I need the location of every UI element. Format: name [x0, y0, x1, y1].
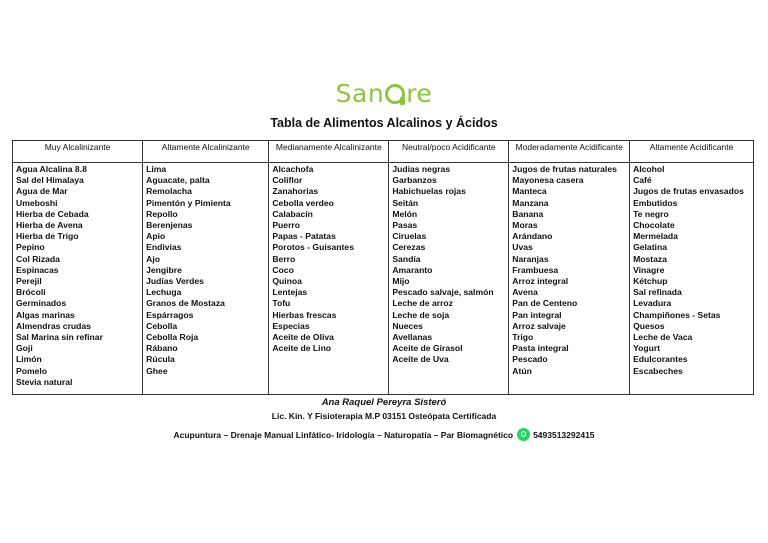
food-item: Leche de soja	[392, 309, 450, 320]
food-item: Repollo	[146, 208, 178, 219]
food-item: Rábano	[146, 343, 178, 354]
food-table	[12, 140, 754, 395]
food-item: Calabacín	[272, 208, 313, 219]
food-item: Leche de Vaca	[633, 332, 693, 343]
whatsapp-icon	[517, 428, 530, 441]
food-item: Espinacas	[16, 264, 59, 275]
food-item: Zanahorias	[272, 186, 319, 197]
food-item: Atún	[512, 365, 532, 376]
table-body-row	[13, 163, 754, 395]
food-list-cell	[630, 163, 754, 395]
food-list-cell	[269, 163, 389, 395]
phone-number: 5493513292415	[533, 430, 595, 440]
food-item: Moras	[512, 220, 538, 231]
food-item: Habichuelas rojas	[392, 186, 466, 197]
food-item: Remolacha	[146, 186, 192, 197]
food-item: Apio	[146, 231, 166, 242]
food-item: Lechuga	[146, 287, 182, 298]
food-item: Hierba de Avena	[16, 220, 83, 231]
food-item: Mijo	[392, 276, 410, 287]
food-item: Cebolla	[146, 320, 178, 331]
food-item: Umeboshi	[16, 197, 58, 208]
food-item: Especias	[272, 320, 310, 331]
food-item: Nueces	[392, 320, 423, 331]
food-item: Sal Marina sin refinar	[16, 332, 103, 343]
food-item: Pescado	[512, 354, 548, 365]
food-list-cell	[509, 163, 630, 395]
food-item: Judías negras	[392, 164, 451, 174]
food-item: Jengibre	[146, 264, 182, 275]
food-item: Manzana	[512, 197, 549, 208]
food-item: Uvas	[512, 242, 533, 253]
food-item: Chocolate	[633, 220, 675, 231]
food-item: Pepino	[16, 242, 45, 253]
food-item: Col Rizada	[16, 253, 60, 264]
food-item: Perejil	[16, 276, 42, 287]
sanare-logo	[0, 80, 768, 108]
license-line: Lic. Kin. Y Fisioterapia M.P 03151 Osteópata Certificada	[271, 411, 497, 421]
food-item: Mayonesa casera	[512, 175, 584, 186]
food-item: Vinagre	[633, 264, 665, 275]
food-list-cell	[13, 163, 143, 395]
food-item: Avellanas	[392, 332, 433, 343]
food-item: Aceite de Oliva	[272, 332, 334, 343]
food-item: Banana	[512, 208, 544, 219]
food-item: Gelatina	[633, 242, 667, 253]
column-header: Neutral/poco Acidificante	[389, 141, 509, 163]
food-item: Amaranto	[392, 264, 433, 275]
food-item: Trigo	[512, 332, 534, 343]
food-list-cell	[143, 163, 269, 395]
food-item: Pomelo	[16, 365, 48, 376]
food-item: Champiñones - Setas	[633, 309, 721, 320]
food-item: Papas - Patatas	[272, 231, 336, 242]
food-item: Coliflor	[272, 175, 303, 186]
food-item: Granos de Mostaza	[146, 298, 225, 309]
author-name: Ana Raquel Pereyra Sisteró	[321, 397, 447, 408]
logo-text-end: re	[406, 79, 433, 108]
food-item: Agua de Mar	[16, 186, 68, 197]
food-item: Aceite de Girasol	[392, 343, 463, 354]
food-item: Tofu	[272, 298, 291, 309]
food-item: Te negro	[633, 208, 669, 219]
food-item: Ciruelas	[392, 231, 427, 242]
food-item: Alcohol	[633, 164, 665, 174]
food-item: Brócoli	[16, 287, 46, 298]
food-item: Hierba de Cebada	[16, 208, 89, 219]
food-item: Seitán	[392, 197, 419, 208]
food-item: Quesos	[633, 320, 665, 331]
food-item: Cebolla verdeo	[272, 197, 334, 208]
column-header: Medianamente Alcalinizante	[269, 141, 389, 163]
food-item: Sal refinada	[633, 287, 682, 298]
food-item: Escabeches	[633, 365, 683, 376]
food-item: Arroz integral	[512, 276, 569, 287]
food-item: Garbanzos	[392, 175, 437, 186]
food-item: Pan integral	[512, 309, 562, 320]
food-item: Naranjas	[512, 253, 549, 264]
food-item: Quinoa	[272, 276, 302, 287]
food-item: Pescado salvaje, salmón	[392, 287, 494, 298]
food-item: Goji	[16, 343, 33, 354]
food-item: Endivias	[146, 242, 182, 253]
logo-text-start: San	[335, 79, 385, 108]
food-item: Stevia natural	[16, 376, 73, 387]
food-item: Frambuesa	[512, 264, 559, 275]
food-item: Sal del Himalaya	[16, 175, 84, 186]
food-item: Lima	[146, 164, 167, 174]
column-header: Moderadamente Acidificante	[509, 141, 630, 163]
food-item: Leche de arroz	[392, 298, 453, 309]
food-item: Lentejas	[272, 287, 308, 298]
food-item: Jugos de frutas envasados	[633, 186, 744, 197]
food-item: Pasas	[392, 220, 418, 231]
column-header: Altamente Acidificante	[630, 141, 754, 163]
table-header-row	[13, 141, 754, 163]
food-item: Embutidos	[633, 197, 678, 208]
food-item: Judías Verdes	[146, 276, 204, 287]
food-item: Cebolla Roja	[146, 332, 199, 343]
food-item: Porotos - Guisantes	[272, 242, 354, 253]
logo-swirl-icon	[385, 84, 405, 104]
food-item: Pasta integral	[512, 343, 569, 354]
food-item: Aceite de Lino	[272, 343, 332, 354]
food-item: Rúcula	[146, 354, 175, 365]
food-item: Mermelada	[633, 231, 678, 242]
food-item: Sandía	[392, 253, 421, 264]
food-item: Aceite de Uva	[392, 354, 449, 365]
food-item: Ghee	[146, 365, 168, 376]
food-item: Algas marinas	[16, 309, 75, 320]
food-item: Arándano	[512, 231, 553, 242]
food-item: Cerezas	[392, 242, 426, 253]
food-item: Yogurt	[633, 343, 661, 354]
food-item: Aguacate, palta	[146, 175, 210, 186]
food-item: Berenjenas	[146, 220, 193, 231]
food-item: Arroz salvaje	[512, 320, 566, 331]
food-item: Coco	[272, 264, 294, 275]
food-item: Mostaza	[633, 253, 667, 264]
services-text: Acupuntura – Drenaje Manual Linfático- Iridología – Naturopatía – Par Biomagnético	[173, 430, 514, 440]
food-item: Avena	[512, 287, 538, 298]
food-item: Hierbas frescas	[272, 309, 337, 320]
food-item: Germinados	[16, 298, 67, 309]
column-header: Muy Alcalinizante	[13, 141, 143, 163]
food-item: Melón	[392, 208, 418, 219]
page-title: Tabla de Alimentos Alcalinos y Ácidos	[270, 116, 498, 130]
column-header: Altamente Alcalinizante	[143, 141, 269, 163]
food-item: Hierba de Trigo	[16, 231, 79, 242]
food-item: Pan de Centeno	[512, 298, 578, 309]
food-item: Manteca	[512, 186, 547, 197]
food-item: Levadura	[633, 298, 672, 309]
food-item: Puerro	[272, 220, 301, 231]
food-item: Kétchup	[633, 276, 668, 287]
food-item: Limón	[16, 354, 42, 365]
food-item: Berro	[272, 253, 296, 264]
food-item: Pimentón y Pimienta	[146, 197, 231, 208]
food-item: Ajo	[146, 253, 160, 264]
food-item: Agua Alcalina 8.8	[16, 164, 87, 174]
food-item: Almendras crudas	[16, 320, 91, 331]
food-item: Jugos de frutas naturales	[512, 164, 617, 174]
food-item: Espárragos	[146, 309, 194, 320]
food-item: Edulcorantes	[633, 354, 688, 365]
services-line	[0, 428, 768, 442]
food-item: Alcachofa	[272, 164, 314, 174]
food-list-cell	[389, 163, 509, 395]
food-item: Café	[633, 175, 652, 186]
